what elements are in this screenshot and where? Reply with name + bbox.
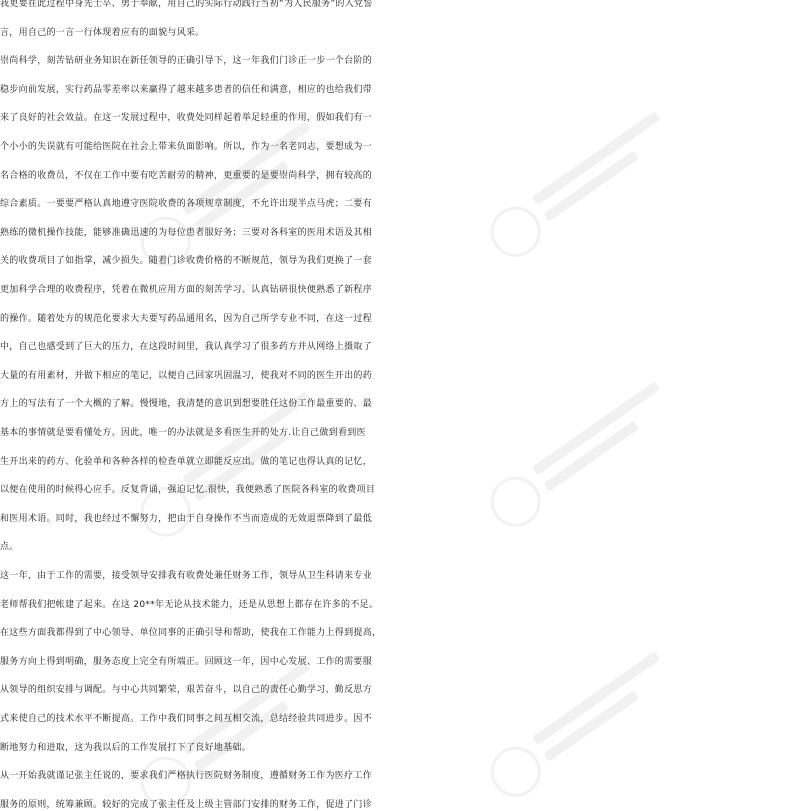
text-line: 老师帮我们把帐建了起来。在这 20**年无论从技术能力，还是从思想上都存在许多的不足。 bbox=[0, 599, 379, 610]
text-line: 言，用自己的一言一行体现着应有的面貌与风采。 bbox=[0, 27, 205, 38]
text-line: 断地努力和进取，这为我以后的工作发展打下了良好地基础。 bbox=[0, 742, 252, 753]
text-line: 关的收费项目了如指掌，减少损失。随着门诊收费价格的不断规范，领导为我们更换了一套 bbox=[0, 256, 373, 267]
text-line: 中，自己也感受到了巨大的压力，在这段时间里，我认真学习了很多药方并从网络上摄取了 bbox=[0, 342, 373, 353]
text-line: 基本的事情就是要看懂处方。因此，唯一的办法就是多看医生开的处方.让自己做到看到医 bbox=[0, 428, 366, 438]
text-line: 崇尚科学，刻苦钻研业务知识在新任领导的正确引导下，这一年我们门诊正一步一个台阶的 bbox=[0, 56, 373, 67]
text-line: 这一年，由于工作的需要，接受领导安排我有收费处兼任财务工作，领导从卫生科请来专业 bbox=[0, 571, 373, 581]
text-line: 从领导的组织安排与调配。与中心共同繁荣，艰苦奋斗，以自己的责任心勤学习、勤反思方 bbox=[0, 685, 373, 696]
text-line: 和医用术语。同时，我也经过不懈努力，把由于自身操作不当而造成的无效退票降到了最低 bbox=[0, 513, 373, 524]
text-line: 从一开始我就谨记张主任说的，要求我们严格执行医院财务制度，遵循财务工作为医疗工作 bbox=[0, 771, 373, 782]
text-line: 服务的原则，统筹兼顾。较好的完成了张主任及上级主管部门安排的财务工作，促进了门诊 bbox=[0, 799, 373, 810]
text-line: 式来使自己的技术水平不断提高。工作中我们同事之间互相交流，总结经验共同进步。因不 bbox=[0, 714, 373, 724]
text-line: 方上的写法有了一个大概的了解。慢慢地，我清楚的意识到想要胜任这份工作最重要的、最 bbox=[0, 399, 373, 410]
text-line: 来了良好的社会效益。在这一发展过程中，收费处同样起着举足轻重的作用，假如我们有一 bbox=[0, 113, 373, 124]
text-line: 以便在使用的时候得心应手。反复背诵，强迫记忆.很快，我便熟悉了医院各科室的收费项目 bbox=[0, 485, 376, 496]
text-line: 的操作。随着处方的规范化要求大夫要写药品通用名，因为自己所学专业不同，在这一过程 bbox=[0, 313, 373, 324]
text-line: 生开出来的药方、化验单和各种各样的检查单就立即能反应出。做的笔记也得认真的记忆， bbox=[0, 456, 373, 467]
text-line: 熟练的微机操作技能，能够准确迅速的为每位患者服好务；三要对各科室的医用术语及其相 bbox=[0, 227, 373, 238]
text-line: 更加科学合理的收费程序，凭着在微机应用方面的刻苦学习、认真钻研很快便熟悉了新程序 bbox=[0, 285, 373, 295]
text-line: 点。 bbox=[0, 542, 19, 553]
text-line: 名合格的收费员，不仅在工作中要有吃苦耐劳的精神，更重要的是要崇尚科学，拥有较高的 bbox=[0, 170, 373, 181]
text-line: 在这些方面我都得到了中心领导、单位同事的正确引导和帮助，使我在工作能力上得到提高， bbox=[0, 628, 382, 639]
text-line: 个小小的失误就有可能给医院在社会上带来负面影响。所以，作为一名老同志，要想成为一 bbox=[0, 142, 373, 152]
text-line: 稳步向前发展，实行药品零差率以来赢得了越来越多患者的信任和满意，相应的也给我们带 bbox=[0, 84, 373, 95]
text-line: 服务方向上得到明确，服务态度上完全有所端正。回顾这一年，因中心发展、工作的需要服 bbox=[0, 656, 373, 667]
text-line: 综合素质。一要要严格认真地遵守医院收费的各项规章制度，不允许出现半点马虎；二要有 bbox=[0, 199, 373, 210]
text-line: 我更要在此过程中身先士卒、勇于奉献，用自己的实际行动践行当初“为人民服务”的入党誓 bbox=[0, 0, 373, 9]
text-line: 大量的有用素材，并做下相应的笔记，以便自己回家巩固温习，使我对不同的医生开出的药 bbox=[0, 370, 373, 381]
